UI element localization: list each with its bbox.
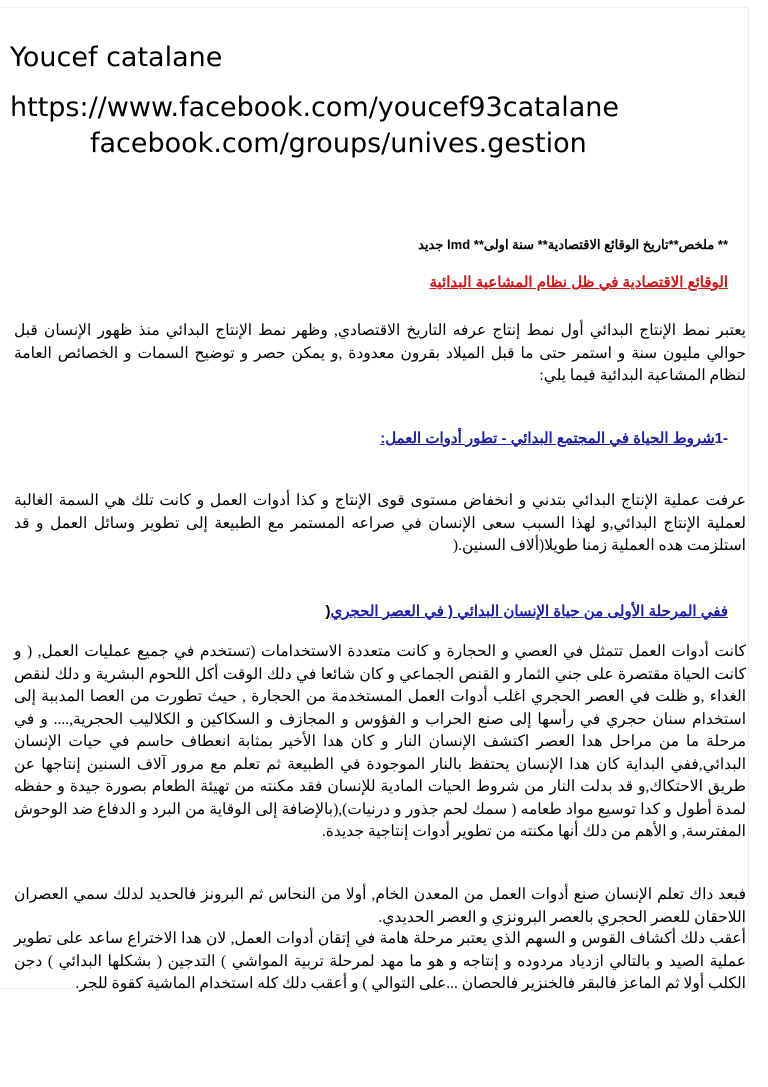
paragraph-bow: أعقب دلك أكشاف القوس و السهم الذي يعتبر مرحلة هامة في إتقان أدوات العمل, لان هدا الاختراع ساعد على تطوير عملية الصيد و بالتالي ازدياد مردوده و إنتاجه و هو ما مهد لمرحلة تربية المواشي ) التدجين ( بشكلها البدائي ) دجن الكلب أولا ثم الماعز فالبقر فالخنزير فالحصان ...على التوالي ) و أعقب دلك كله استخدام الماشية كقوة للجر.: [14, 930, 746, 992]
author-name: Youcef catalane: [10, 42, 223, 73]
paragraph-intro: يعتبر نمط الإنتاج البدائي أول نمط إنتاج عرفه التاريخ الاقتصادي, وظهر نمط الإنتاج البدائي منذ ظهور الإنسان قبل حوالي مليون سنة و استمر حتى ما قبل الميلاد بقرون معدودة ,و يمكن حصر و توضيح السمات و الخصائص العامة لنظام المشاعية البدائية فيما يلي:: [14, 322, 746, 384]
section1-title: شروط الحياة في المجتمع البدائي - تطور أدوات العمل:: [380, 430, 715, 447]
main-title-text: الوقائع الاقتصادية في ظل نظام المشاعية البدائية: [429, 274, 728, 291]
section2-title: ففي المرحلة الأولى من حياة الإنسان البدائي ( في العصر الحجري: [330, 603, 728, 620]
facebook-profile-link[interactable]: https://www.facebook.com/youcef93catalane: [10, 92, 620, 123]
main-title: [8, 272, 728, 294]
section1-heading: [8, 428, 728, 450]
section2-suffix: (: [325, 603, 331, 620]
paragraph-metals: فبعد داك تعلم الإنسان صنع أدوات العمل من المعدن الخام, أولا من النحاس ثم البرونز فالحديد لدلك سمي العصران اللاحقان للعصر الحجري بالعصر البرونزي و العصر الحديدي.: [14, 886, 746, 926]
paragraph-tools: عرفت عملية الإنتاج البدائي بتدني و انخفاض مستوى قوى الإنتاج و كذا أدوات العمل و كانت تلك هي السمة الغالبة لعملية الإنتاج البدائي,و لهذا السبب سعى الإنسان في صراعه المستمر مع الطبيعة إلى تطوير وسائل العمل و قد استلزمت هده العملية زمنا طويلا(ألاف السنين.(: [14, 492, 746, 554]
section1-number: -1: [714, 430, 728, 447]
facebook-group-link[interactable]: facebook.com/groups/unives.gestion: [90, 128, 587, 159]
paragraph-stone-age: كانت أدوات العمل تتمثل في العصي و الحجارة و كانت متعددة الاستخدامات (تستخدم في جميع عمليات العمل, ( و كانت الحياة مقتصرة على جني الثمار و القنص الجماعي و كان شائعا في دلك الوقت أكل اللحوم البشرية و دلك لنقص الغداء ,و ظلت في العصر الحجري اغلب أدوات العمل المستخدمة من الحجارة , حيث تطورت من العصا المدببة إلى استخدام سنان حجري في رأسها إلى صنع الحراب و الفؤوس و المجازف و السكاكين و الكلاليب الحجرية,.... و في مرحلة ما من مراحل هدا العصر اكتشف الإنسان النار و كان هدا الأخير بمثابة انعطاف حاسم في حيات الإنسان البدائي,ففي البداية كان هدا الإنسان يحتفظ بالنار الموجودة في الطبيعة ثم تعلم مع مرور آلاف السنين إنتاجها عن طريق الاحتكاك,و قد بدلت النار من شروط الحيات المادية للإنسان فقد مكنته من تهيئة الطعام بصورة جيدة و حفظه لمدة أطول و كدا توسيع مواد طعامه ( سمك لحم جذور و درنيات),(بالإضافة إلى الوقاية من البرد و الدفاع ضد الوحوش المفترسة, و الأهم من دلك أنها مكنته من تطوير أدوات إنتاجية جديدة.: [14, 643, 746, 840]
intro-line: ** ملخص**تاريخ الوقائع الاقتصادية** سنة اولى** lmd جديد: [418, 237, 728, 252]
section2-heading: [8, 601, 728, 623]
document-page: [0, 8, 748, 992]
